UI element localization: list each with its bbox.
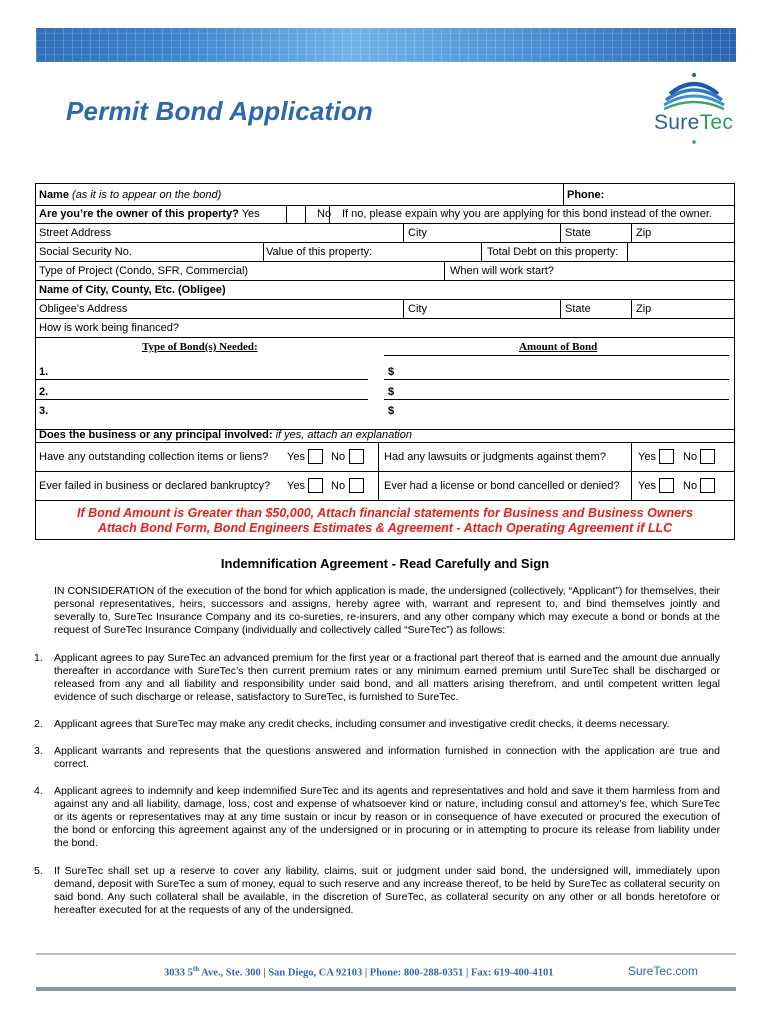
indemnification-title: Indemnification Agreement - Read Carefully and Sign [220,556,550,571]
lawsuits-yes-label: Yes [638,451,656,463]
page-footer [36,953,736,991]
obligee-name-label: Name of City, County, Etc. (Obligee) [39,284,226,296]
bankruptcy-no-checkbox[interactable] [349,478,364,493]
attachments-warning: Attach Bond Form, Bond Engineers Estimates & Agreement - Attach Operating Agreement if LLC [97,521,673,535]
bond-amount-header: Amount of Bond [519,341,598,353]
bankruptcy-question: Ever failed in business or declared bankruptcy? [39,480,271,492]
lawsuits-no-checkbox[interactable] [700,449,715,464]
obligee-city-label: City [408,303,427,315]
license-yes-label: Yes [638,480,656,492]
name-label: Name (as it is to appear on the bond) [39,189,222,201]
lawsuits-question: Had any lawsuits or judgments against them? [384,451,606,463]
bankruptcy-no-label: No [331,480,346,492]
obligee-address-label: Obligee's Address [39,303,128,315]
license-no-checkbox[interactable] [700,478,715,493]
footer-address: 3033 5th Ave., Ste. 300 | San Diego, CA 92103 | Phone: 800-288-0351 | Fax: 619-400-4101 [164,965,554,979]
owner-no-label: No [317,208,332,220]
indemnification-item-2: Applicant agrees that SureTec may make any credit checks, including consumer and investigative credit checks, it deems necessary. [54,718,670,730]
city-label: City [408,227,427,239]
suretec-logo-icon [648,70,740,150]
license-yes-checkbox[interactable] [659,478,674,493]
item-number-5: 5. [34,865,43,877]
phone-label: Phone: [567,189,605,201]
bond-row-1: 1. [39,366,49,378]
indemnification-item-4: Applicant agrees to indemnify and keep indemnified SureTec and its agents and representatives and hold and save it them harmless from and against any and all liability, damage, loss, cost and expense of whatsoever kind or nature, including consul and attorney’s fee, which SureTec or its agents or representatives may at any time sustain or incur by reason or in consequence of have executed or procured the execution of the bond or enforcing this agreement against any of the undersigned or in procuring or in attempting to procure its release from liability under the bond. [54,785,720,849]
ssn-label: Social Security No. [39,246,132,258]
principal-question: Does the business or any principal involved: if yes, attach an explanation [39,429,412,441]
item-number-4: 4. [34,785,43,797]
indemnification-item-5: If SureTec shall set up a reserve to cover any liability, claims, suit or judgment under said bond, the undersigned will, immediately upon demand, deposit with SureTec a sum of money, equal to such reserve and any increase thereof, to be held by SureTec as collateral security on said bond. Any such collateral shall be available, in the discretion of SureTec, as collateral security on any other or all bonds heretofore or hereafter executed for at the requests of any of the undersigned. [54,865,720,916]
collections-yes-checkbox[interactable] [308,449,323,464]
item-number-2: 2. [34,718,43,730]
bond-row-3: 3. [39,405,49,417]
page-title: Permit Bond Application [66,96,373,126]
logo-wordmark: SureTec [654,111,734,134]
item-number-1: 1. [34,652,43,664]
lawsuits-yes-checkbox[interactable] [659,449,674,464]
footer-website-link[interactable]: SureTec.com [628,964,699,978]
collections-no-checkbox[interactable] [349,449,364,464]
collections-no-label: No [331,451,346,463]
bankruptcy-yes-label: Yes [287,480,305,492]
bond-amount-3: $ [388,405,395,417]
property-value-label: Value of this property: [266,246,373,258]
bond-amount-warning: If Bond Amount is Greater than $50,000, Attach financial statements for Business and Business Owners [77,506,693,520]
application-form [35,183,735,540]
collections-question: Have any outstanding collection items or liens? [39,451,269,463]
license-question: Ever had a license or bond cancelled or denied? [384,480,620,492]
lawsuits-no-label: No [683,451,698,463]
state-label: State [565,227,591,239]
work-start-label: When will work start? [450,265,554,277]
indemnification-item-1: Applicant agrees to pay SureTec an advanced premium for the first year or a fractional part thereof that is earned and the amount due annually thereafter in accordance with SureTec’s then current premium rates or any minimum earned premium until SureTec shall be discharged or released from any and all liability and responsibility under said bond, and all matters arising therefrom, and until competent written legal evidence of such discharge or release, satisfactory to SureTec, is furnished to SureTec. [54,652,720,703]
obligee-state-label: State [565,303,591,315]
owner-question: Are you’re the owner of this property? Yes [39,208,260,220]
bond-type-header: Type of Bond(s) Needed: [142,341,258,353]
bankruptcy-yes-checkbox[interactable] [308,478,323,493]
bond-amount-1: $ [388,366,395,378]
license-no-label: No [683,480,698,492]
obligee-zip-label: Zip [636,303,652,315]
item-number-3: 3. [34,745,43,757]
indemnification-intro: IN CONSIDERATION of the execution of the bond for which application is made, the undersigned (collectively, “Applicant”) for themselves, their personal representatives, heirs, successors and assigns, hereby agree with, warrant and represent to, and bind themselves jointly and severally to, SureTec Insurance Company and its co-sureties, re-insurers, and any other company which may execute a bond or bonds at the request of SureTec Insurance Company (individually and collectively called “SureTec”) as follows: [54,585,720,636]
financing-label: How is work being financed? [39,322,180,334]
header-banner [36,28,736,62]
project-type-label: Type of Project (Condo, SFR, Commercial) [39,265,249,277]
street-address-label: Street Address [39,227,112,239]
owner-yes-checkbox[interactable] [289,207,303,221]
owner-explain-label: If no, please expain why you are applying for this bond instead of the owner. [342,208,712,220]
total-debt-label: Total Debt on this property: [487,246,619,258]
zip-label: Zip [636,227,652,239]
bond-amount-2: $ [388,386,395,398]
collections-yes-label: Yes [287,451,305,463]
indemnification-item-3: Applicant warrants and represents that the questions answered and information furnished in connection with the application are true and correct. [54,745,720,770]
bond-row-2: 2. [39,386,49,398]
